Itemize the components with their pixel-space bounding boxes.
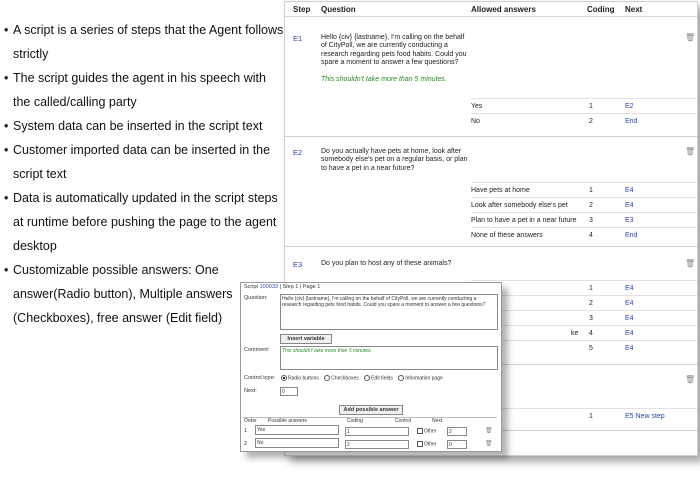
answer-next-link[interactable]: E4: [625, 345, 634, 352]
answer-next-input[interactable]: 2: [447, 427, 467, 436]
question-text: Do you plan to host any of these animals?: [321, 260, 452, 267]
checkbox-icon[interactable]: [417, 441, 423, 447]
header-allowed-answers: Allowed answers: [471, 5, 536, 14]
other-checkbox[interactable]: [417, 428, 437, 434]
other-checkbox[interactable]: [417, 441, 437, 447]
bullet-item: • A script is a series of steps that the Agent follows strictly: [4, 18, 286, 66]
trash-icon[interactable]: 🗑: [685, 147, 696, 156]
answer-next-link[interactable]: End: [625, 232, 638, 239]
answer-text: Plan to have a pet in a near future: [471, 217, 577, 224]
control-type-label: Control type:: [244, 375, 276, 381]
control-type-checkbox-label: Checkboxes: [331, 375, 359, 382]
step-comment: This shouldn't take more than 5 minutes.: [321, 75, 447, 83]
header-step: Step: [293, 5, 311, 14]
answer-coding: 1: [589, 285, 593, 292]
answer-coding: 4: [589, 232, 593, 239]
bullet-item: • Customizable possible answers: One answer(Radio button), Multiple answers (Checkboxes), free answer (Edit field): [4, 258, 286, 330]
answer-row: [471, 182, 697, 198]
header-coding: Coding: [347, 418, 363, 424]
step-question: [321, 148, 471, 173]
answer-coding-input[interactable]: 1: [345, 427, 409, 436]
answer-text: No: [471, 118, 480, 125]
next-label: Next:: [244, 388, 257, 394]
trash-icon[interactable]: 🗑: [685, 259, 696, 268]
insert-variable-button[interactable]: Insert variable: [280, 334, 332, 344]
answer-coding: 5: [589, 345, 593, 352]
answer-coding: 3: [589, 217, 593, 224]
step-row[interactable]: [285, 28, 697, 137]
control-type-radio-label: Radio buttons: [288, 375, 319, 382]
answer-row: [471, 310, 697, 326]
answer-text: Yes: [471, 103, 483, 110]
answer-row: [471, 197, 697, 213]
answer-coding: 3: [589, 315, 593, 322]
header-coding: Coding: [587, 5, 615, 14]
answer-coding: 4: [589, 330, 593, 337]
steps-table-header: [285, 2, 697, 17]
answer-next-link[interactable]: E5 New step: [625, 413, 665, 420]
answer-coding-input[interactable]: 2: [345, 440, 409, 449]
answer-text: Have pets at home: [471, 187, 530, 194]
bullet-item: • The script guides the agent in his speech with the called/calling party: [4, 66, 286, 114]
comment-textarea[interactable]: This shouldn't take more than 5 minutes.: [280, 346, 498, 370]
answer-next-link[interactable]: E4: [625, 202, 634, 209]
answer-coding: 1: [589, 103, 593, 110]
trash-icon[interactable]: 🗑: [485, 428, 493, 434]
control-type-options: [277, 375, 443, 381]
add-possible-answer-button[interactable]: Add possible answer: [339, 405, 403, 415]
answer-row: [471, 408, 697, 424]
other-label: Other: [424, 428, 437, 435]
header-possible-answers: Possible answers: [268, 418, 307, 424]
answer-text: ke: [571, 330, 579, 337]
header-question: Question: [321, 5, 356, 14]
question-text: Hello {civ} {lastname}, I'm calling on the behalf of CityPoll, we are currently conducting a research regarding pets food habits. Could you spare a moment to answer a few questions?: [321, 34, 467, 67]
checkbox-icon[interactable]: [417, 428, 423, 434]
answer-next-link[interactable]: E4: [625, 285, 634, 292]
step-id[interactable]: E1: [293, 34, 303, 43]
answer-next-link[interactable]: E3: [625, 217, 634, 224]
trash-icon[interactable]: 🗑: [685, 375, 696, 384]
radio-icon[interactable]: [364, 375, 370, 381]
answer-text: None of these answers: [471, 232, 543, 239]
question-label: Question:: [244, 295, 268, 301]
answer-next-link[interactable]: E4: [625, 300, 634, 307]
header-control: Control: [395, 418, 412, 424]
header-order: Order: [244, 418, 257, 424]
answer-next-link[interactable]: E2: [625, 103, 634, 110]
bullet-item: • Data is automatically updated in the script steps at runtime before pushing the page to the agent desktop: [4, 186, 286, 258]
step-question: [321, 34, 471, 84]
answer-text-input[interactable]: Yes: [255, 425, 339, 435]
crumb-step[interactable]: Step 1: [282, 284, 299, 290]
answer-row: [471, 227, 697, 243]
step-id[interactable]: E3: [293, 260, 303, 269]
step-row[interactable]: [285, 142, 697, 247]
step-editor-dialog: [240, 282, 502, 452]
answer-text: Look after somebody else's pet: [471, 202, 568, 209]
answer-next-link[interactable]: E4: [625, 330, 634, 337]
header-next: Next: [625, 5, 643, 14]
control-type-edit-label: Edit fields: [371, 375, 393, 382]
answer-coding: 2: [589, 118, 593, 125]
comment-label: Comment:: [244, 347, 270, 353]
bullet-item: • System data can be inserted in the script text: [4, 114, 286, 138]
answer-coding: 2: [589, 202, 593, 209]
question-text: Do you actually have pets at home, look after somebody else's pet on a regular basis, or plan to have a pet in a near future?: [321, 148, 468, 172]
answer-order: 1: [244, 428, 248, 434]
answer-row: [471, 325, 697, 341]
trash-icon[interactable]: 🗑: [685, 33, 696, 42]
crumb-prefix: Script: [244, 284, 259, 290]
answer-row: [471, 113, 697, 129]
answer-row: [471, 212, 697, 228]
next-input[interactable]: 0: [280, 387, 298, 396]
answer-row: [471, 98, 697, 114]
header-next: Next: [432, 418, 443, 424]
step-id[interactable]: E2: [293, 148, 303, 157]
answer-next-input[interactable]: 0: [447, 440, 467, 449]
answer-row: [471, 340, 697, 356]
breadcrumb: Script 100033 | Step 1 | Page 1: [244, 284, 321, 290]
answer-edit-row: [241, 438, 501, 450]
answer-row: [471, 295, 697, 311]
answer-next-link[interactable]: End: [625, 118, 638, 125]
crumb-script-link[interactable]: 100033: [259, 284, 278, 290]
radio-icon[interactable]: [281, 375, 287, 381]
answer-next-link[interactable]: E4: [625, 315, 634, 322]
bullet-item: • Customer imported data can be inserted in the script text: [4, 138, 286, 186]
answer-next-link[interactable]: E4: [625, 187, 634, 194]
answer-order: 2: [244, 441, 248, 447]
answer-coding: 1: [589, 187, 593, 194]
control-type-info-label: Information page: [405, 375, 443, 382]
crumb-page[interactable]: Page 1: [302, 284, 321, 290]
answer-text-input[interactable]: No: [255, 438, 339, 448]
answer-edit-row: [241, 425, 501, 437]
answer-coding: 2: [589, 300, 593, 307]
trash-icon[interactable]: 🗑: [485, 441, 493, 447]
step-question: [321, 260, 471, 268]
other-label: Other: [424, 441, 437, 448]
radio-icon[interactable]: [324, 375, 330, 381]
answer-coding: 1: [589, 413, 593, 420]
answer-row: [471, 280, 697, 296]
question-textarea[interactable]: Hello {civ} {lastname}, I'm calling on the behalf of CityPoll, we are currently conducting a research regarding pets food habits. Could you spare a moment to answer a few questions?: [280, 294, 498, 330]
radio-icon[interactable]: [398, 375, 404, 381]
